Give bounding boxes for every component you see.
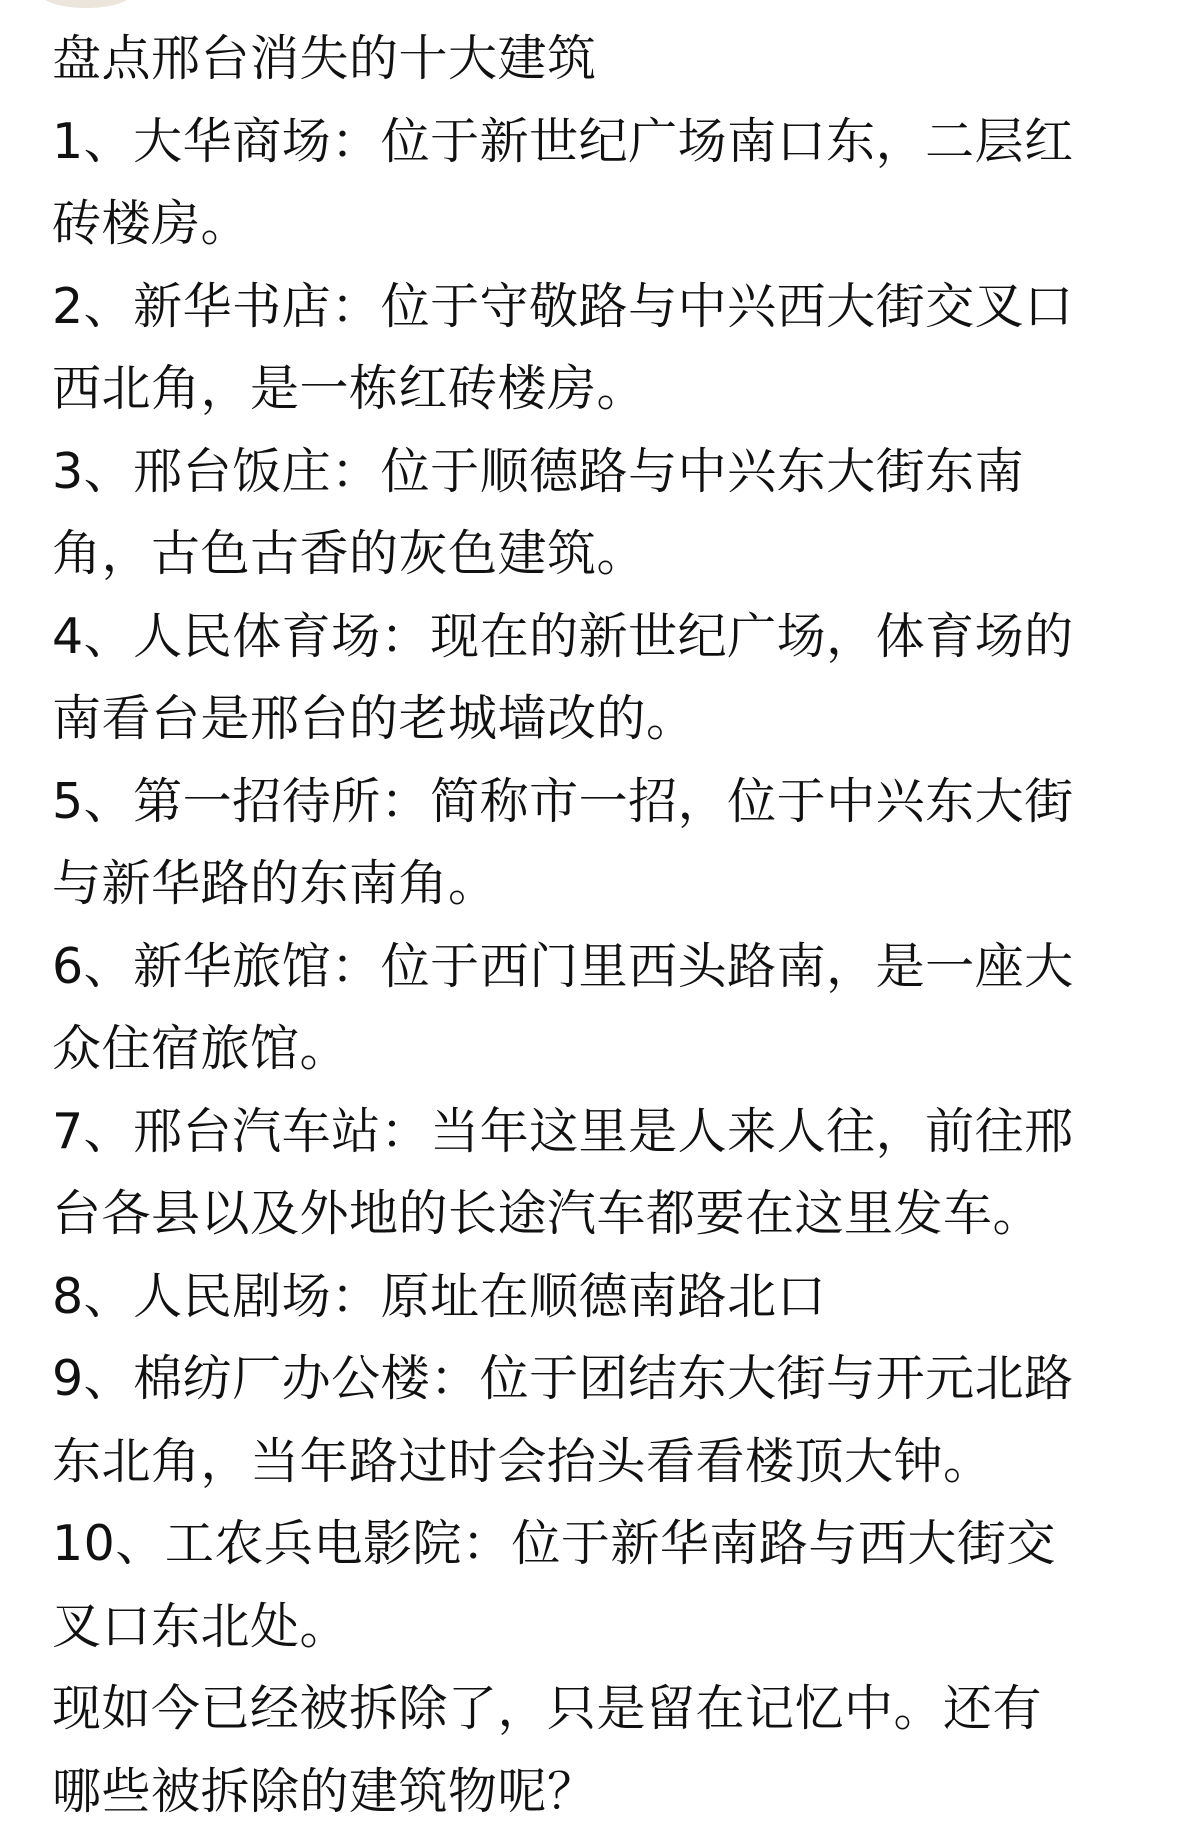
list-item-8-line-1: 8、人民剧场：原址在顺德南路北口 xyxy=(52,1267,827,1325)
list-item-2-line-2: 西北角，是一栋红砖楼房。 xyxy=(52,360,647,417)
list-item-3-line-2: 角，古色古香的灰色建筑。 xyxy=(52,525,647,582)
list-item-5-line-2: 与新华路的东南角。 xyxy=(52,855,498,912)
list-item-9-line-2: 东北角，当年路过时会抬头看看楼顶大钟。 xyxy=(52,1432,993,1490)
closing-line-1: 现如今已经被拆除了，只是留在记忆中。还有 xyxy=(52,1680,1043,1737)
list-item-4-line-2: 南看台是邢台的老城墙改的。 xyxy=(52,690,696,747)
list-item-5-line-1: 5、第一招待所：简称市一招，位于中兴东大街 xyxy=(52,772,1074,830)
list-item-7-line-2: 台各县以及外地的长途汽车都要在这里发车。 xyxy=(52,1185,1043,1242)
list-item-9-line-1: 9、棉纺厂办公楼：位于团结东大街与开元北路 xyxy=(52,1350,1074,1407)
closing-line-2: 哪些被拆除的建筑物呢？ xyxy=(52,1762,597,1820)
list-item-7-line-1: 7、邢台汽车站：当年这里是人来人往，前往邢 xyxy=(52,1102,1074,1160)
list-item-6-line-2: 众住宿旅馆。 xyxy=(52,1020,350,1077)
list-item-2-line-1: 2、新华书店：位于守敬路与中兴西大街交叉口 xyxy=(52,277,1074,335)
list-item-1-line-2: 砖楼房。 xyxy=(52,195,251,252)
avatar[interactable] xyxy=(40,0,132,8)
post-title: 盘点邢台消失的十大建筑 xyxy=(52,30,597,87)
list-item-10-line-1: 10、工农兵电影院：位于新华南路与西大街交 xyxy=(52,1515,1056,1572)
post-body xyxy=(52,18,1152,1833)
list-item-1-line-1: 1、大华商场：位于新世纪广场南口东，二层红 xyxy=(52,112,1074,170)
list-item-3-line-1: 3、邢台饭庄：位于顺德路与中兴东大街东南 xyxy=(52,442,1025,500)
list-item-4-line-1: 4、人民体育场：现在的新世纪广场，体育场的 xyxy=(52,607,1074,665)
list-item-6-line-1: 6、新华旅馆：位于西门里西头路南，是一座大 xyxy=(52,937,1074,995)
list-item-10-line-2: 叉口东北处。 xyxy=(52,1597,350,1655)
